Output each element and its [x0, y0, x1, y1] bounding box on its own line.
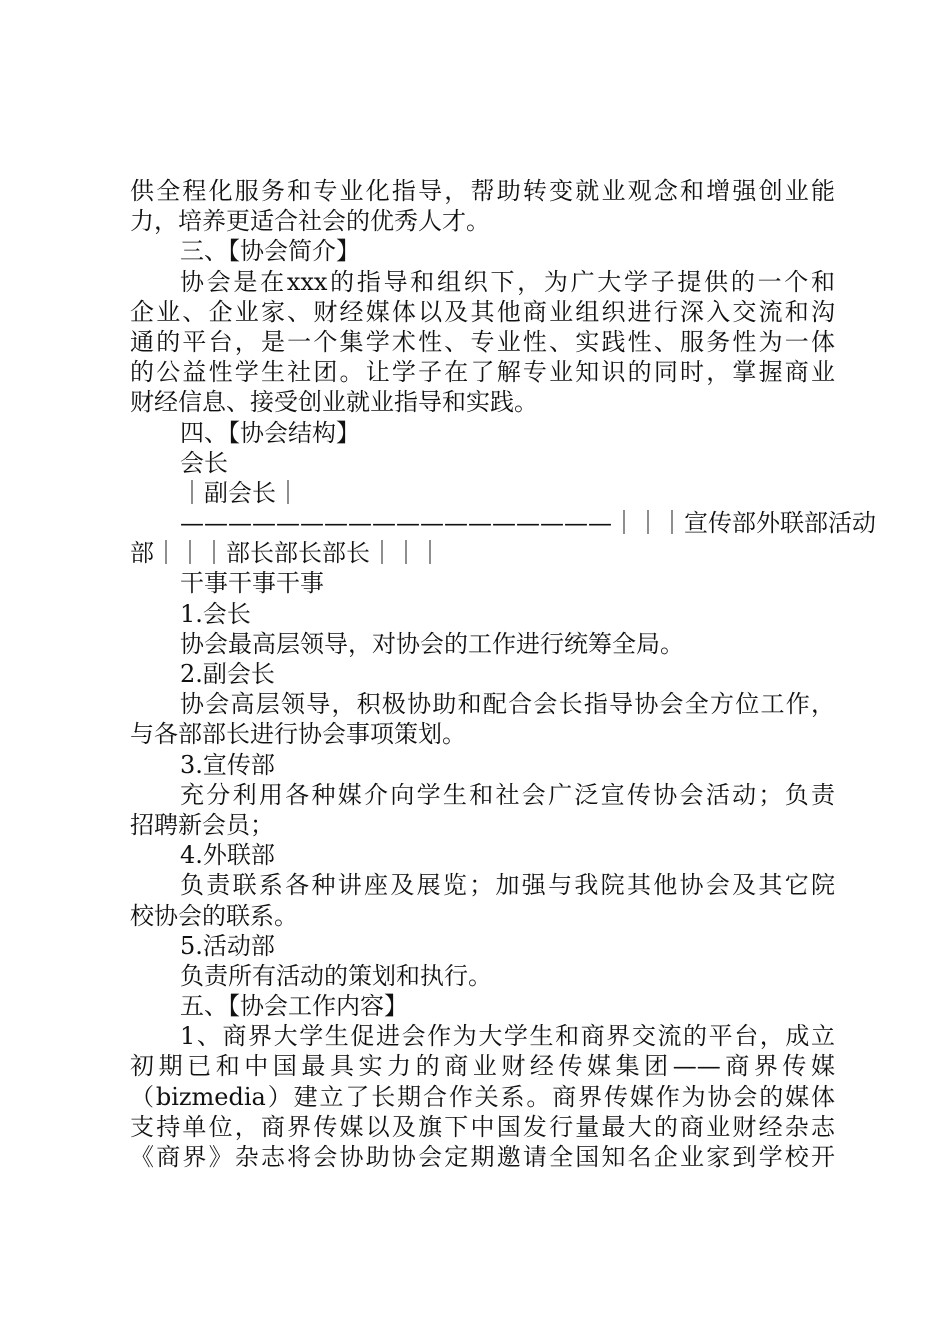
text-line: 企业、企业家、财经媒体以及其他商业组织进行深入交流和沟 [130, 297, 835, 326]
text-line: 协会高层领导，积极协助和配合会长指导协会全方位工作， [180, 690, 835, 719]
text-line: 1.会长 [180, 599, 251, 628]
text-line: 四、【协会结构】 [180, 418, 360, 447]
text-line: 通的平台，是一个集学术性、专业性、实践性、服务性为一体 [130, 327, 835, 356]
text-line: 4.外联部 [180, 841, 275, 870]
text-line: （bizmedia）建立了长期合作关系。商界传媒作为协会的媒体 [130, 1082, 835, 1111]
text-line: 5.活动部 [180, 931, 275, 960]
text-line: 的公益性学生社团。让学子在了解专业知识的同时，掌握商业 [130, 358, 835, 387]
text-line: 1、商界大学生促进会作为大学生和商界交流的平台，成立 [180, 1022, 835, 1051]
text-line: ——————————————————｜｜｜宣传部外联部活动 [180, 509, 876, 538]
document-body [130, 176, 876, 1172]
text-line: 力，培养更适合社会的优秀人才。 [130, 207, 490, 236]
text-line: 负责所有活动的策划和执行。 [180, 961, 492, 990]
text-line: 充分利用各种媒介向学生和社会广泛宣传协会活动；负责 [180, 780, 835, 809]
text-line: 协会最高层领导，对协会的工作进行统筹全局。 [180, 629, 684, 658]
text-line: 支持单位，商界传媒以及旗下中国发行量最大的商业财经杂志 [130, 1112, 835, 1141]
text-line: 《商界》杂志将会协助协会定期邀请全国知名企业家到学校开 [130, 1143, 835, 1171]
text-line: 负责联系各种讲座及展览；加强与我院其他协会及其它院 [180, 871, 835, 900]
text-line: 五、【协会工作内容】 [180, 992, 408, 1021]
text-line: 初期已和中国最具实力的商业财经传媒集团——商界传媒 [130, 1052, 835, 1081]
text-line: 部｜｜｜部长部长部长｜｜｜ [130, 539, 442, 568]
text-line: 2.副会长 [180, 660, 275, 688]
text-line: 招聘新会员； [130, 810, 274, 839]
text-line: 3.宣传部 [180, 750, 275, 779]
text-line: 干事干事干事 [180, 569, 324, 598]
text-line: 供全程化服务和专业化指导，帮助转变就业观念和增强创业能 [130, 177, 835, 205]
text-line: 会长 [180, 448, 228, 477]
text-line: 与各部部长进行协会事项策划。 [130, 720, 466, 749]
text-line: 协会是在xxx的指导和组织下，为广大学子提供的一个和 [180, 267, 835, 296]
text-line: ｜副会长｜ [180, 478, 300, 507]
text-line: 财经信息、接受创业就业指导和实践。 [130, 388, 538, 417]
text-line: 三、【协会简介】 [180, 237, 360, 266]
text-line: 校协会的联系。 [130, 901, 298, 930]
